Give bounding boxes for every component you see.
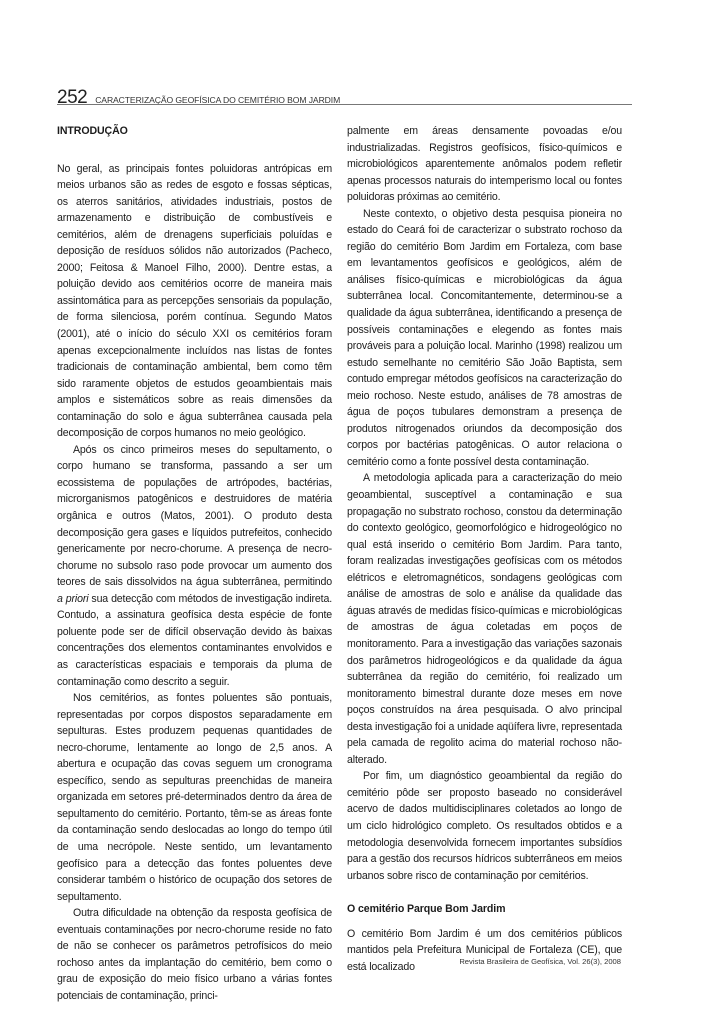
left-column [57,123,332,1004]
header-divider [57,104,632,105]
paragraph: A metodologia aplicada para a caracterização do meio geoambiental, susceptível a contaminação e sua propagação no substrato rochoso, constou da determinação do contexto geológico, geomorfológico e hidrogeológico no qual está inserido o cemitério Bom Jardim. Para tanto, foram realizadas investigações geofísicas com os métodos elétricos e eletromagnéticos, sondagens geológicas com análise de amostras de solo e análise da qualidade das águas através de medidas físico-químicas e microbiológicas de amostras de água coletadas em poços de monitoramento. Para a investigação das variações sazonais dos parâmetros hidrogeológicos e da qualidade da água subterrânea da região do cemitério, foi realizado um monitoramento bimestral durante doze meses em nove poços construídos na área pesquisada. O alvo principal desta investigação foi a unidade aqüífera livre, representada pela camada de regolito acima do material rochoso não-alterado. [347,472,622,766]
right-column [347,123,622,975]
running-title: CARACTERIZAÇÃO GEOFÍSICA DO CEMITÉRIO BOM JARDIM [95,95,341,105]
spacer [347,918,622,926]
journal-footer: Revista Brasileira de Geofísica, Vol. 26(3), 2008 [459,957,621,966]
paragraph: Outra dificuldade na obtenção da resposta geofísica de eventuais contaminações por necro-chorume reside no fato de não se conhecer os parâmetros petrofísicos do meio rochoso antes da implantação do cemitério, bem como o grau de exposição do meio físico urbano a várias fontes potenciais de contaminação, princi- [57,907,332,1002]
paragraph-text: Após os cinco primeiros meses do sepultamento, o corpo humano se transforma, passando a ser um ecossistema de populações de artrópodes, bactérias, microrganismos patogênicos e destruidores de matéria orgânica e outros (Matos, 2001). O produto desta decomposição gera gases e líquidos putrefeitos, conhecido genericamente por necro-chorume. A presença de necro-chorume no subsolo raso pode provocar um aumento dos teores de sais dissolvidos na água subterrânea, permitindo [57,443,332,589]
section-heading-introducao: INTRODUÇÃO [57,125,128,137]
page-header [57,87,669,109]
paragraph [57,442,332,690]
spacer [347,884,622,901]
latin-phrase: a priori [57,592,89,605]
paragraph: Por fim, um diagnóstico geoambiental da região do cemitério pôde ser proposto baseado no considerável acervo de dados multidisciplinares coletados ao longo de um ciclo hidrológico completo. Os resultados obtidos e a metodologia desenvolvida fornecem importantes subsídios para a gestão dos recursos hídricos subterrâneos em meios urbanos sobre risco de contaminação por cemitérios. [347,770,622,882]
paragraph: No geral, as principais fontes poluidoras antrópicas em meios urbanos são as redes de esgoto e fossas sépticas, os aterros sanitários, atividades industriais, postos de armazenamento e distribuição de combustíveis e cemitérios, além de drenagens superficiais poluídas e deposição de resíduos sólidos não autorizados (Pacheco, 2000; Feitosa & Manoel Filho, 2000). Dentre estas, a poluição devido aos cemitérios ocorre de maneira mais assintomática para as percepções sensoriais da população, de forma silenciosa, porém contínua. Segundo Matos (2001), até o início do século XXI os cemitérios foram apenas excepcionalmente incluídos nas listas de fontes tradicionais de contaminação ambiental, bem como têm sido raramente objetos de estudos geoambientais mais amplos e sistemáticos sobre as reais dimensões da contaminação do solo e água subterrânea causada pela decomposição de corpos humanos no meio geológico. [57,162,332,440]
paragraph-text: sua detecção com métodos de investigação indireta. Contudo, a assinatura geofísica desta espécie de fonte poluente pode ser de difícil observação devido às baixas concentrações dos elementos contaminantes envolvidos e as características espaciais e temporais da pluma de contaminação como descrito a seguir. [57,592,332,688]
paragraph: Neste contexto, o objetivo desta pesquisa pioneira no estado do Ceará foi de caracterizar o substrato rochoso da região do cemitério Bom Jardim em Fortaleza, com base em levantamentos geofísicos e geológicos, além de análises físico-químicas e microbiológicas da água subterrânea local. Concomitantemente, determinou-se a qualidade da água subterrânea, identificando a presença de possíveis contaminações e elegendo as fontes mais prováveis para a poluição local. Marinho (1998) realizou um estudo semelhante no cemitério São João Baptista, sem contudo empregar métodos geofísicos na caracterização do meio rochoso. Neste estudo, análises de 78 amostras de água de poços tubulares demonstram a presença de produtos nitrogenados oriundos da decomposição dos corpos por bactérias patogênicas. O autor relaciona o cemitério como a fonte possível desta contaminação. [347,207,622,468]
page-number: 252 [57,87,88,108]
paragraph: Nos cemitérios, as fontes poluentes são pontuais, representadas por corpos dispostos separadamente em sepulturas. Estes produzem pequenas quantidades de necro-chorume, lentamente ao longo de 2,5 anos. A abertura e ocupação das covas seguem um cronograma específico, sendo as sepulturas preenchidas de maneira organizada em setores pré-determinados dentro da área de sepultamento do cemitério. Portanto, têm-se as áreas fonte da contaminação sendo deslocadas ao longo do tempo útil de uma necrópole. Neste sentido, um levantamento geofísico para a detecção das fontes poluentes deve considerar também o histórico de ocupação dos setores de sepultamento. [57,692,332,903]
section-heading-cemiterio: O cemitério Parque Bom Jardim [347,903,506,916]
spacer [57,140,332,161]
paragraph: O cemitério Bom Jardim é um dos cemitérios públicos mantidos pela Prefeitura Municipal de Fortaleza (CE), que está localizado [347,927,622,973]
paragraph: palmente em áreas densamente povoadas e/ou industrializadas. Registros geofísicos, físico-químicos e microbiológicos aparentemente anômalos podem refletir apenas processos naturais do intemperismo local ou fontes poluidoras próximas ao cemitério. [347,125,622,204]
